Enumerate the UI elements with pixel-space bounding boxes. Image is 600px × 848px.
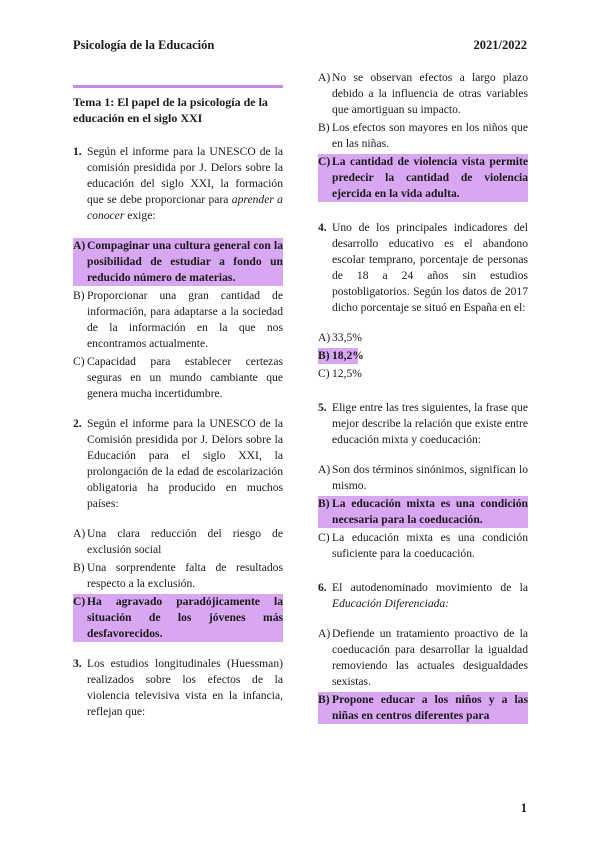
question-number: 6. bbox=[318, 581, 327, 594]
question-text: Uno de los principales indicadores del desarrollo educativo es el abandono escolar temprano, porcentaje de personas de 18 a 24 años sin estudios postobligatorios. Según los datos de 2017 dicho porcentaje se situó en España en el: bbox=[332, 221, 528, 314]
option-c: C) 12,5% bbox=[318, 367, 362, 380]
topic-title: Tema 1: El papel de la psicología de la educación en el siglo XXI bbox=[73, 95, 268, 125]
option-b-correct: B) La educación mixta es una condición necesaria para la coeducación. bbox=[318, 497, 528, 526]
question-1 bbox=[73, 144, 283, 402]
question-text: Según el informe para la UNESCO de la Comisión presidida por J. Delors sobre la Educación para el siglo XXI, la prolongación de la edad de escolarización obligatoria ha producido en muchos países: bbox=[87, 417, 283, 510]
question-3-options bbox=[318, 70, 528, 202]
option-b: B) Una sorprendente falta de resultados respecto a la exclusión. bbox=[73, 561, 283, 590]
topic-rule bbox=[73, 85, 283, 88]
question-number: 4. bbox=[318, 221, 327, 234]
page-number: 1 bbox=[520, 801, 527, 815]
document-header-year: 2021/2022 bbox=[473, 38, 527, 52]
question-text: Según el informe para la UNESCO de la comisión presidida por J. Delors sobre la educación del siglo XXI, la formación que se debe proporcionar para aprender a conocer exige: bbox=[87, 145, 283, 222]
question-text: Los estudios longitudinales (Huessman) realizados sobre los efectos de la violencia televisiva vista en la infancia, reflejan que: bbox=[87, 657, 283, 718]
option-b: B) Los efectos son mayores en los niños que en las niñas. bbox=[318, 121, 528, 150]
option-a: A) Defiende un tratamiento proactivo de la coeducación para desarrollar la igualdad removiendo las actuales desigualdades sexistas. bbox=[318, 627, 528, 688]
question-text: Elige entre las tres siguientes, la frase que mejor describe la relación que existe entre educación mixta y coeducación: bbox=[332, 401, 528, 446]
question-number: 1. bbox=[73, 145, 82, 158]
option-a-correct: A) Compaginar una cultura general con la posibilidad de estudiar a fondo un reducido número de materias. bbox=[73, 239, 283, 284]
question-5 bbox=[318, 400, 528, 562]
question-3 bbox=[73, 656, 283, 720]
document-header-course: Psicología de la Educación bbox=[73, 38, 215, 52]
question-4 bbox=[318, 220, 528, 382]
option-c: C) Capacidad para establecer certezas seguras en un mundo cambiante que genera mucha incertidumbre. bbox=[73, 355, 283, 400]
option-a: A) Son dos términos sinónimos, significan lo mismo. bbox=[318, 463, 528, 492]
option-a: A) No se observan efectos a largo plazo debido a la influencia de otras variables que amortiguan su impacto. bbox=[318, 71, 528, 116]
question-text: El autodenominado movimiento de la Educación Diferenciada: bbox=[332, 581, 528, 610]
option-c-correct: C) Ha agravado paradójicamente la situación de los jóvenes más desfavorecidos. bbox=[73, 595, 283, 640]
option-a: A) 33,5% bbox=[318, 331, 362, 344]
left-column bbox=[73, 85, 283, 734]
option-c: C) La educación mixta es una condición suficiente para la coeducación. bbox=[318, 531, 528, 560]
option-a: A) Una clara reducción del riesgo de exclusión social bbox=[73, 527, 283, 556]
option-b: B) Proporcionar una gran cantidad de información, para adaptarse a la sociedad de la información en la que nos encontramos actualmente. bbox=[73, 289, 283, 350]
question-number: 5. bbox=[318, 401, 327, 414]
option-b-correct: B) 18,2% bbox=[318, 349, 364, 362]
option-b-correct: B) Propone educar a los niños y a las niñas en centros diferentes para bbox=[318, 693, 528, 722]
question-6 bbox=[318, 580, 528, 724]
question-number: 2. bbox=[73, 417, 82, 430]
option-c-correct: C) La cantidad de violencia vista permite predecir la cantidad de violencia ejercida en la vida adulta. bbox=[318, 155, 528, 200]
question-2 bbox=[73, 416, 283, 642]
question-number: 3. bbox=[73, 657, 82, 670]
right-column bbox=[318, 70, 528, 738]
